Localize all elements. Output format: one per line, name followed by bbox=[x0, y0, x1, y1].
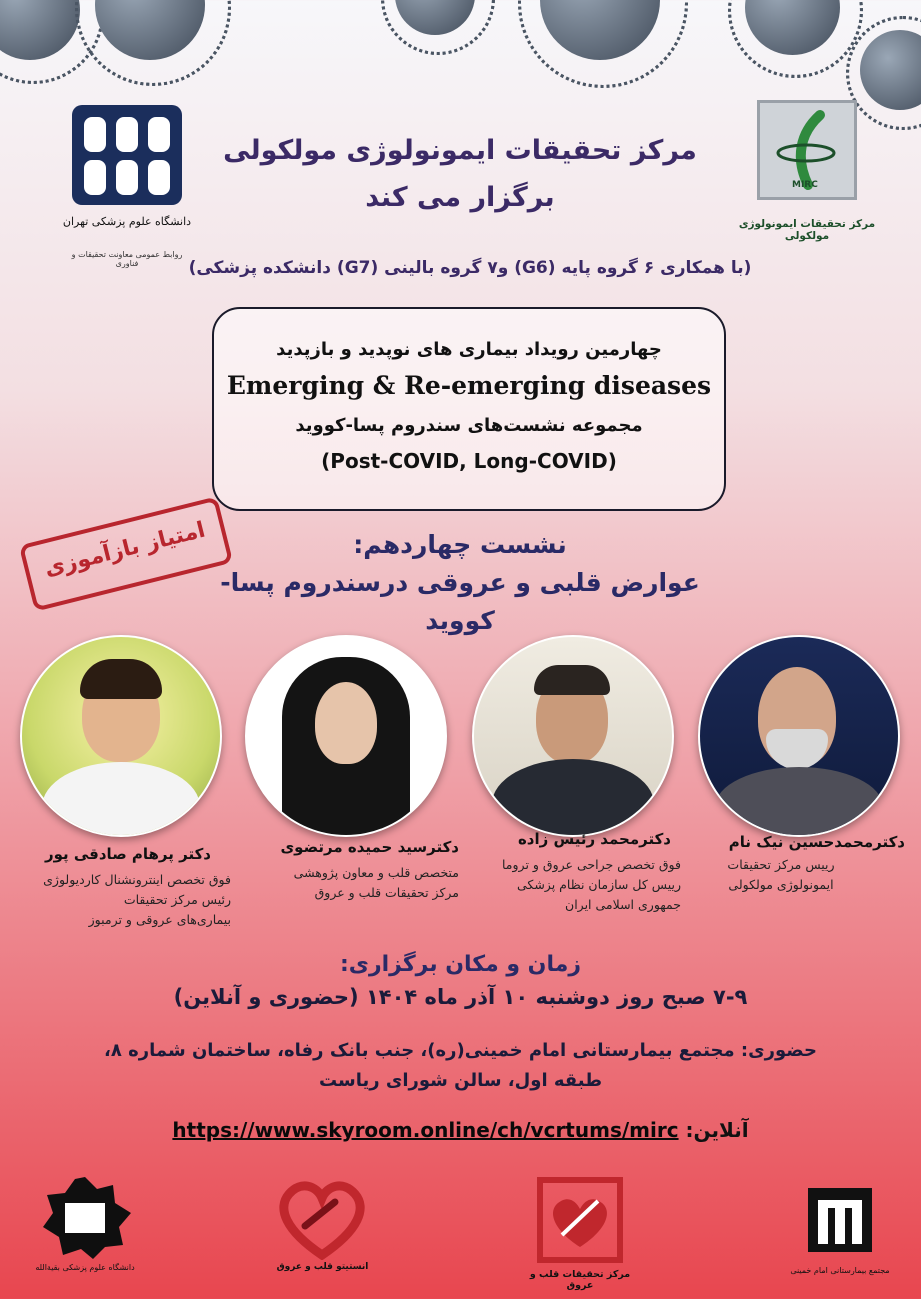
speaker-1-desc: فوق تخصص اینترونشنال کاردیولوژی رئیس مرکز تحقیقات بیماری‌های عروقی و ترمبوز bbox=[43, 872, 231, 927]
baqiyatallah-emblem-icon bbox=[35, 1175, 135, 1260]
speaker-2-name: دکترسید حمیده مرتضوی bbox=[280, 838, 459, 856]
mirc-caption: مرکز تحقیقات ایمونولوژی مولکولی bbox=[738, 218, 876, 242]
page-title: مرکز تحقیقات ایمونولوژی مولکولی bbox=[223, 135, 697, 166]
tums-caption: دانشگاه علوم پزشکی تهران bbox=[62, 215, 192, 228]
tums-subcaption: روابط عمومی معاونت تحقیقات و فناوری bbox=[71, 250, 183, 268]
speaker-4-desc: رییس مرکز تحقیقات ایمونولوژی مولکولی bbox=[727, 857, 835, 892]
speaker-photo-2 bbox=[245, 635, 447, 837]
mirc-logo-text: MIRC bbox=[792, 180, 818, 190]
tums-logo bbox=[62, 100, 192, 270]
tums-emblem-icon bbox=[62, 100, 192, 215]
venue-line2: طبقه اول، سالن شورای ریاست bbox=[318, 1070, 603, 1091]
cardio-emblem-icon bbox=[520, 1175, 640, 1265]
speaker-photo-3 bbox=[472, 635, 674, 837]
heart-icon bbox=[275, 1180, 370, 1260]
event-series-fa: مجموعه نشست‌های سندروم پسا-کووید bbox=[295, 415, 643, 436]
speaker-1-name: دکتر پرهام صادقی پور bbox=[44, 845, 211, 863]
cardio-research-caption: مرکز تحقیقات قلب و عروق bbox=[529, 1269, 631, 1291]
baqiyatallah-caption: دانشگاه علوم پزشکی بقیة‌الله bbox=[35, 1263, 135, 1272]
speaker-4-name: دکترمحمدحسین نیک نام bbox=[728, 833, 905, 851]
event-box bbox=[212, 307, 726, 511]
online-label: آنلاین: bbox=[685, 1118, 749, 1142]
venue-line1: حضوری: مجتمع بیمارستانی امام خمینی(ره)، جنب بانک رفاه، ساختمان شماره ۸، bbox=[104, 1040, 817, 1061]
heart-institute-caption: انستیتو قلب و عروق bbox=[276, 1262, 369, 1272]
event-title-fa: چهارمین رویداد بیماری های نوپدید و بازپدید bbox=[276, 339, 662, 360]
virus-decoration bbox=[745, 0, 840, 55]
schedule-time: ۷-۹ صبح روز دوشنبه ۱۰ آذر ماه ۱۴۰۴ (حضوری و آنلاین) bbox=[173, 985, 748, 1009]
virus-decoration bbox=[395, 0, 475, 35]
session-topic-line2: کووید bbox=[425, 606, 495, 635]
imam-khomeini-emblem-icon bbox=[790, 1180, 890, 1260]
session-number: نشست چهاردهم: bbox=[353, 530, 567, 559]
online-link-row bbox=[0, 1118, 921, 1142]
speaker-photo-4 bbox=[698, 635, 900, 837]
event-series-en: (Post-COVID, Long-COVID) bbox=[321, 449, 617, 473]
schedule-heading: زمان و مکان برگزاری: bbox=[339, 952, 582, 977]
virus-decoration bbox=[95, 0, 205, 60]
mirc-logo bbox=[722, 100, 892, 240]
collaboration-note: (با همکاری ۶ گروه پایه (G6) و۷ گروه بالینی (G7) دانشکده پزشکی) bbox=[188, 258, 752, 278]
imam-khomeini-logo bbox=[790, 1180, 890, 1290]
speaker-photo-1 bbox=[20, 635, 222, 837]
event-title-en: Emerging & Re-emerging diseases bbox=[226, 371, 712, 400]
heart-institute-logo bbox=[275, 1180, 370, 1290]
online-url-link[interactable]: https://www.skyroom.online/ch/vcrtums/mirc bbox=[172, 1118, 679, 1142]
baqiyatallah-logo bbox=[35, 1175, 135, 1285]
cardio-research-logo bbox=[520, 1175, 640, 1290]
cme-credit-stamp: امتیاز بازآموزی bbox=[19, 496, 233, 611]
page-subtitle: برگزار می کند bbox=[365, 182, 555, 213]
virus-decoration bbox=[860, 30, 921, 110]
imam-khomeini-caption: مجتمع بیمارستانی امام خمینی bbox=[790, 1266, 890, 1275]
speaker-3-desc: فوق تخصص جراحی عروق و تروما رییس کل سازمان نظام پزشکی جمهوری اسلامی ایران bbox=[502, 857, 681, 912]
virus-decoration bbox=[0, 0, 80, 60]
speaker-2-desc: متخصص قلب و معاون پژوهشی مرکز تحقیقات قلب و عروق bbox=[293, 865, 459, 900]
speaker-3-name: دکترمحمد رئیس زاده bbox=[517, 830, 671, 848]
session-topic-line1: عوارض قلبی و عروقی درسندروم پسا- bbox=[220, 568, 700, 597]
virus-decoration bbox=[540, 0, 660, 60]
